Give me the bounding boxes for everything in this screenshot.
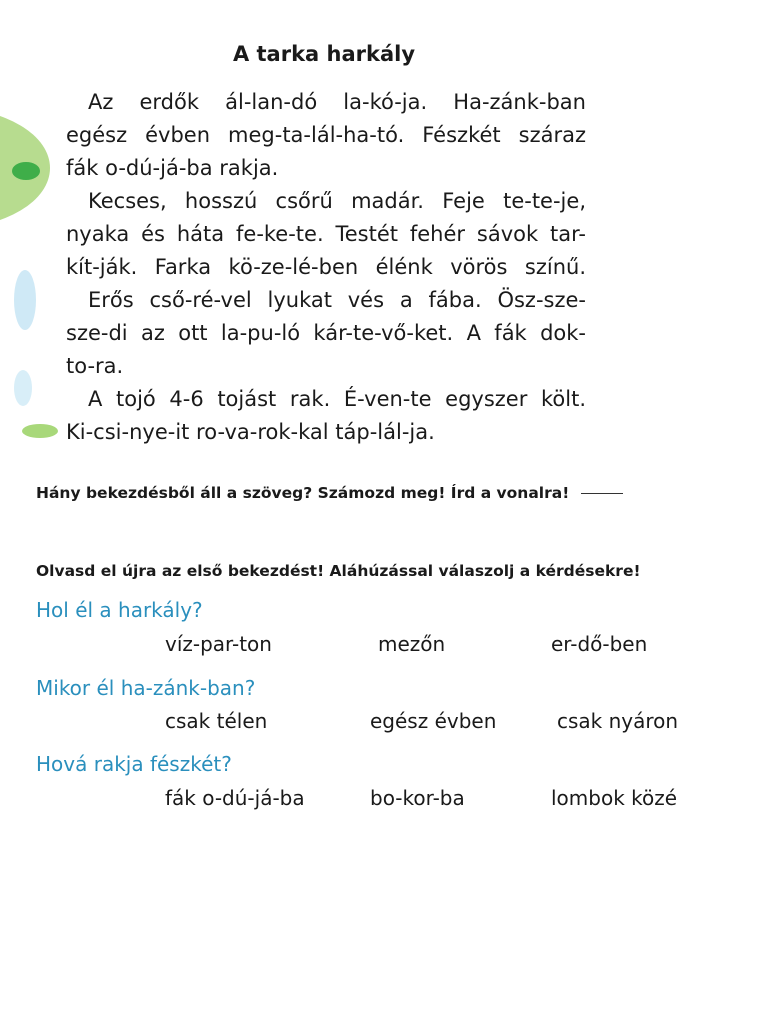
answer-line[interactable] [581,493,623,494]
page-title: A tarka harkály [232,42,416,66]
answer-option[interactable]: egész évben [370,709,497,733]
task-text: Hány bekezdésből áll a szöveg? Számozd meg! Írd a vonalra! [36,484,570,502]
story-text [66,86,586,449]
decorative-green-leaf [22,424,58,438]
answer-option[interactable]: csak nyáron [557,709,679,733]
story-line: Erős cső-ré-vel lyukat vés a fába. Ösz-sze- [88,288,586,312]
answer-option[interactable]: csak télen [165,709,268,733]
decorative-green-dot [12,162,40,180]
story-line: egész évben meg-ta-lál-ha-tó. Fészkét száraz [66,123,586,147]
story-line: fák o-dú-já-ba rakja. [66,156,279,180]
story-line: sze-di az ott la-pu-ló kár-te-vő-ket. A fák dok- [66,321,586,345]
task-paragraph-count [36,484,623,502]
story-line: kít-ják. Farka kö-ze-lé-ben élénk vörös színű. [66,255,586,279]
story-line: to-ra. [66,354,124,378]
question-2: Mikor él ha-zánk-ban? [36,676,256,700]
story-line: A tojó 4-6 tojást rak. É-ven-te egyszer költ. [88,387,586,411]
story-line: Kecses, hosszú csőrű madár. Feje te-te-je, [88,189,586,213]
decorative-blue-shape [14,270,36,330]
question-3: Hová rakja fészkét? [36,752,232,776]
answer-option[interactable]: víz-par-ton [165,632,272,656]
story-line: Az erdők ál-lan-dó la-kó-ja. Ha-zánk-ban [88,90,586,114]
answer-option[interactable]: lombok közé [551,786,678,810]
decorative-blue-shape [14,370,32,406]
question-1: Hol él a harkály? [36,598,203,622]
task-underline-answers: Olvasd el újra az első bekezdést! Aláhúzással válaszolj a kérdésekre! [36,562,641,580]
answer-option[interactable]: bo-kor-ba [370,786,465,810]
answer-option[interactable]: mezőn [378,632,446,656]
answer-option[interactable]: fák o-dú-já-ba [165,786,305,810]
answer-option[interactable]: er-dő-ben [551,632,648,656]
story-line: nyaka és háta fe-ke-te. Testét fehér sávok tar- [66,222,586,246]
story-line: Ki-csi-nye-it ro-va-rok-kal táp-lál-ja. [66,420,435,444]
